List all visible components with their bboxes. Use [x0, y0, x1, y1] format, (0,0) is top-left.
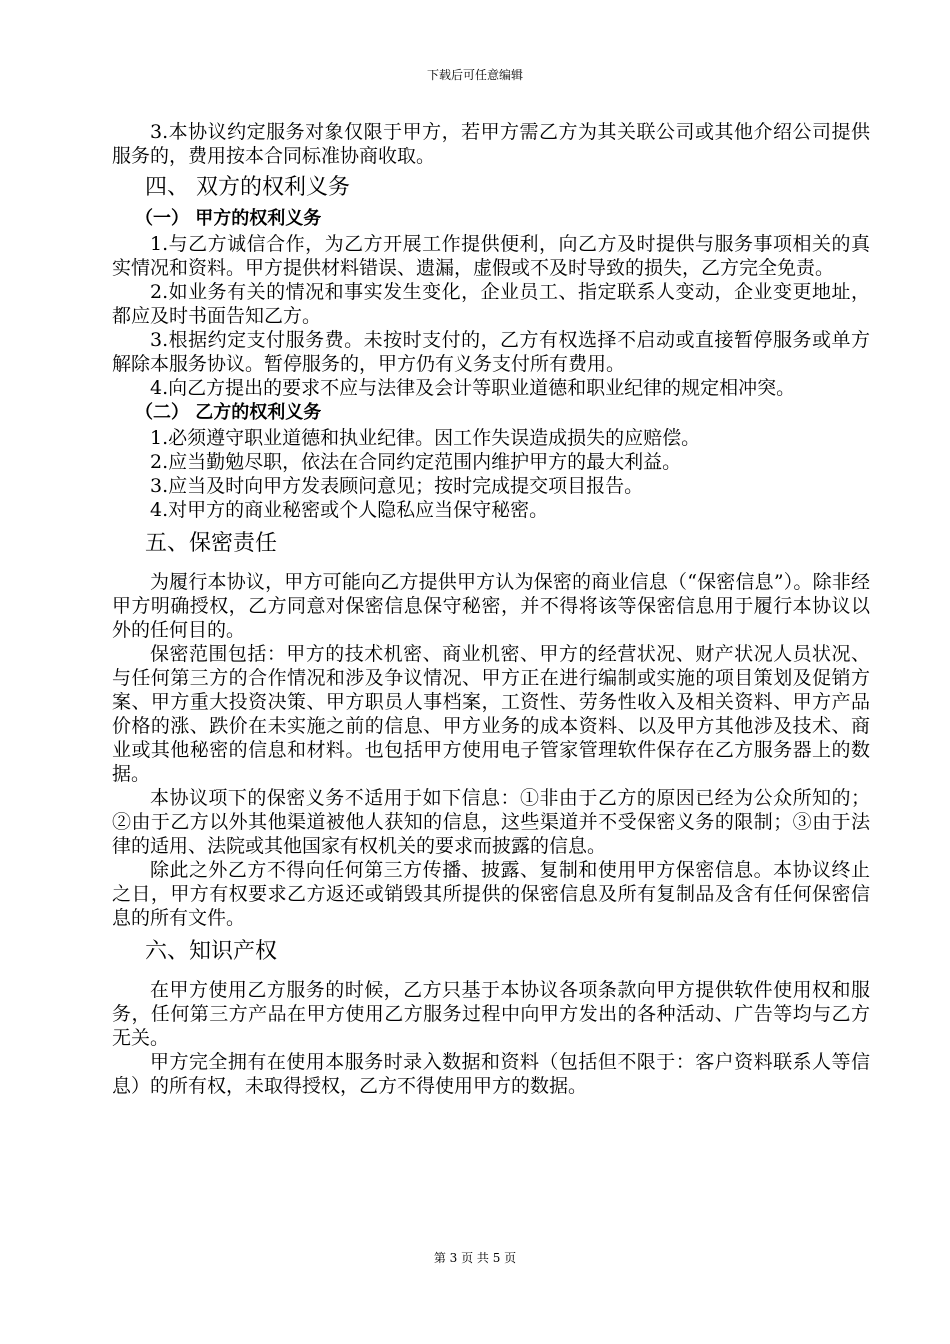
party-a-item-4: 4.向乙方提出的要求不应与法律及会计等职业道德和职业纪律的规定相冲突。: [150, 377, 796, 399]
party-a-item-2: 2.如业务有关的情况和事实发生变化，企业员工、指定联系人变动，企业变更地址，都应及时书面告知乙方。: [112, 281, 870, 327]
clause-3-3: 3.本协议约定服务对象仅限于甲方，若甲方需乙方为其关联公司或其他介绍公司提供服务的，费用按本合同标准协商收取。: [112, 121, 870, 167]
section-4-heading: 四、 双方的权利义务: [145, 175, 350, 200]
party-b-item-4: 4.对甲方的商业秘密或个人隐私应当保守秘密。: [150, 499, 549, 521]
confidentiality-paragraph-3: 本协议项下的保密义务不适用于如下信息：①非由于乙方的原因已经为公众所知的；②由于乙方以外其他渠道被他人获知的信息，这些渠道并不受保密义务的限制；③由于法律的适用、法院或其他国家有权机关的要求而披露的信息。: [112, 787, 870, 857]
party-a-item-3: 3.根据约定支付服务费。未按时支付的，乙方有权选择不启动或直接暂停服务或单方解除本服务协议。暂停服务的，甲方仍有义务支付所有费用。: [112, 329, 870, 375]
party-b-item-2: 2.应当勤勉尽职，依法在合同约定范围内维护甲方的最大利益。: [150, 451, 682, 473]
document-body: [112, 120, 870, 1098]
party-b-heading: （二） 乙方的权利义务: [135, 402, 322, 423]
ip-paragraph-2: 甲方完全拥有在使用本服务时录入数据和资料（包括但不限于：客户资料联系人等信息）的所有权，未取得授权，乙方不得使用甲方的数据。: [112, 1051, 870, 1097]
party-b-item-1: 1.必须遵守职业道德和执业纪律。因工作失误造成损失的应赔偿。: [150, 427, 701, 449]
ip-paragraph-1: 在甲方使用乙方服务的时候，乙方只基于本协议各项条款向甲方提供软件使用权和服务，任何第三方产品在甲方使用乙方服务过程中向甲方发出的各种活动、广告等均与乙方无关。: [112, 979, 870, 1049]
page-footer: 第 3 页 共 5 页: [433, 1251, 517, 1265]
party-a-item-1: 1.与乙方诚信合作，为乙方开展工作提供便利，向乙方及时提供与服务事项相关的真实情况和资料。甲方提供材料错误、遗漏，虚假或不及时导致的损失，乙方完全免责。: [112, 233, 870, 279]
page-header: 下载后可任意编辑: [426, 68, 523, 82]
party-b-item-3: 3.应当及时向甲方发表顾问意见；按时完成提交项目报告。: [150, 475, 644, 497]
section-6-heading: 六、知识产权: [145, 939, 278, 964]
section-5-heading: 五、保密责任: [145, 531, 278, 556]
confidentiality-paragraph-1: 为履行本协议，甲方可能向乙方提供甲方认为保密的商业信息（“保密信息”）。除非经甲方明确授权，乙方同意对保密信息保守秘密，并不得将该等保密信息用于履行本协议以外的任何目的。: [112, 571, 870, 641]
confidentiality-paragraph-4: 除此之外乙方不得向任何第三方传播、披露、复制和使用甲方保密信息。本协议终止之日，甲方有权要求乙方返还或销毁其所提供的保密信息及所有复制品及含有任何保密信息的所有文件。: [112, 859, 870, 929]
confidentiality-paragraph-2: 保密范围包括：甲方的技术机密、商业机密、甲方的经营状况、财产状况人员状况、与任何第三方的合作情况和涉及争议情况、甲方正在进行编制或实施的项目策划及促销方案、甲方重大投资决策、甲方职员人事档案，工资性、劳务性收入及相关资料、甲方产品价格的涨、跌价在未实施之前的信息、甲方业务的成本资料、以及甲方其他涉及技术、商业或其他秘密的信息和材料。也包括甲方使用电子管家管理软件保存在乙方服务器上的数据。: [112, 643, 870, 785]
party-a-heading: （一） 甲方的权利义务: [135, 208, 322, 229]
